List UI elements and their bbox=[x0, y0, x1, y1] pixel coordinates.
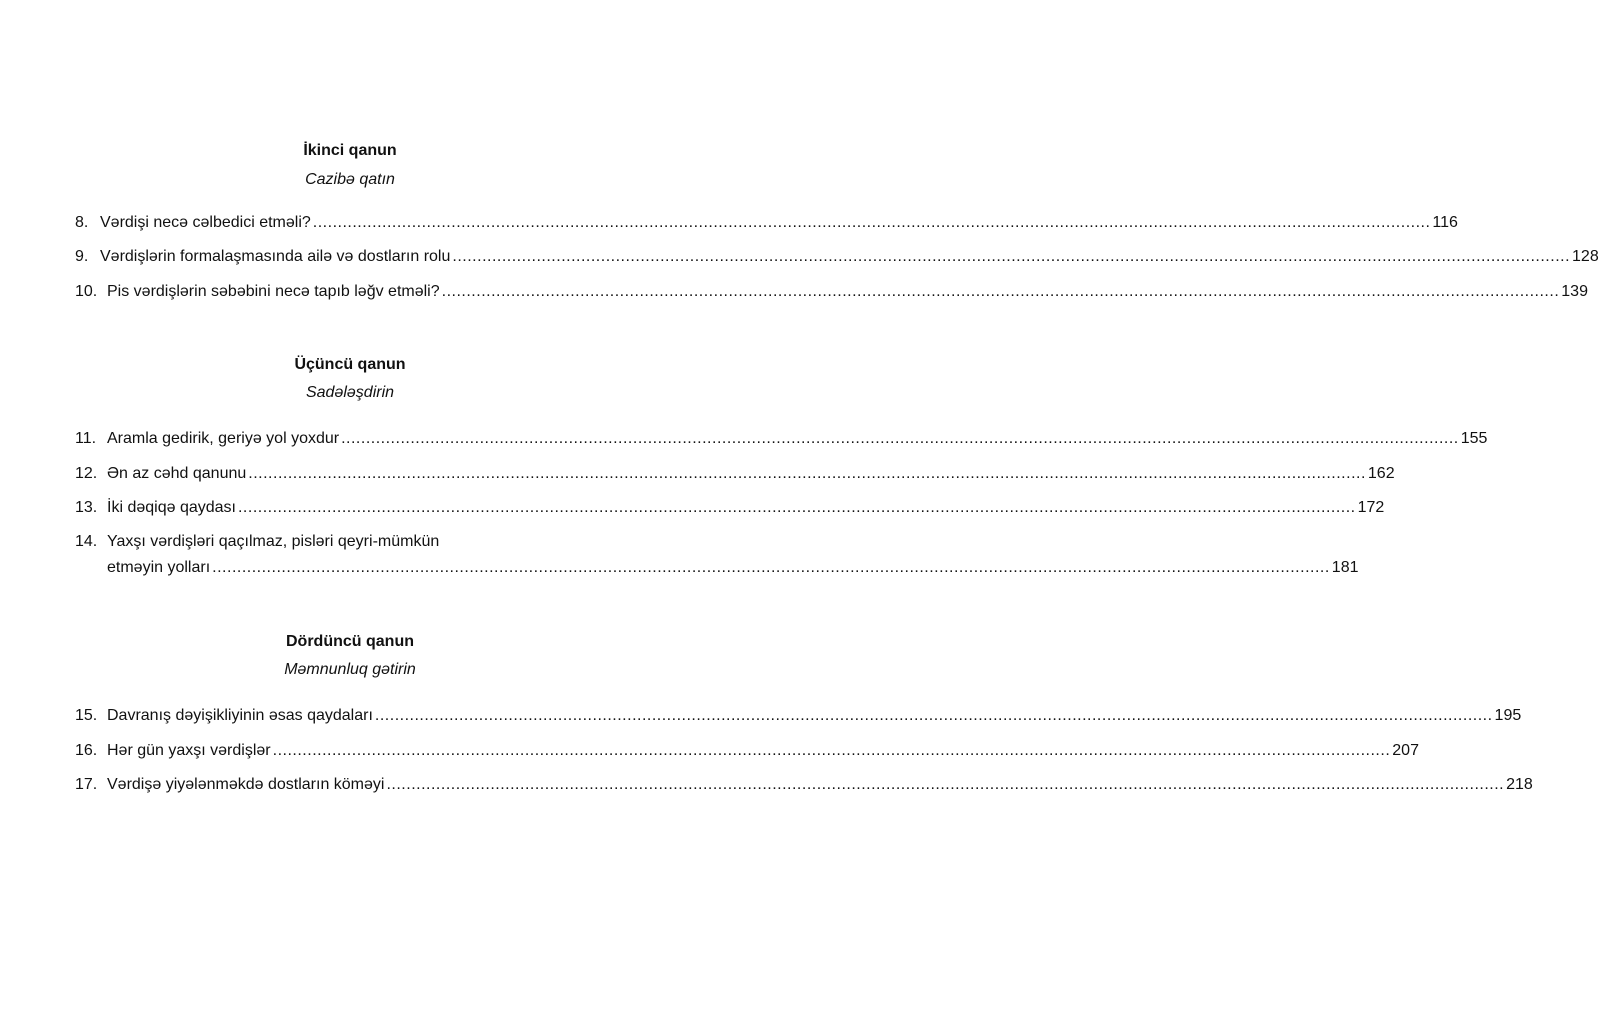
toc-leader-dots bbox=[313, 213, 1431, 233]
toc-entry-15[interactable] bbox=[75, 704, 1522, 726]
toc-entry-page: 218 bbox=[1506, 776, 1533, 793]
toc-entry-number: 16. bbox=[75, 742, 98, 759]
toc-leader-dots bbox=[273, 741, 1391, 761]
toc-leader-dots bbox=[341, 429, 1459, 449]
toc-entry-page: 128 bbox=[1572, 248, 1599, 265]
toc-entry-number: 13. bbox=[75, 499, 98, 516]
toc-entry-title-continued: etməyin yolları bbox=[107, 559, 211, 576]
toc-entry-line2 bbox=[107, 556, 1359, 578]
toc-entry-title: Yaxşı vərdişləri qaçılmaz, pisləri qeyri-mümkün bbox=[107, 533, 440, 550]
toc-entry-8[interactable] bbox=[75, 211, 1458, 233]
toc-entry-number: 14. bbox=[75, 533, 98, 550]
toc-leader-dots bbox=[375, 706, 1493, 726]
toc-entry-number: 17. bbox=[75, 776, 98, 793]
toc-leader-dots bbox=[452, 247, 1570, 267]
toc-entry-title: Hər gün yaxşı vərdişlər bbox=[107, 742, 271, 759]
toc-entry-page: 181 bbox=[1331, 559, 1359, 576]
toc-entry-page: 172 bbox=[1357, 499, 1385, 516]
toc-leader-dots bbox=[442, 282, 1560, 302]
toc-entry-12[interactable] bbox=[75, 462, 1395, 484]
toc-entry-9[interactable] bbox=[75, 245, 1599, 267]
toc-entry-number: 15. bbox=[75, 707, 98, 724]
toc-entry-page: 155 bbox=[1460, 430, 1488, 447]
toc-entry-16[interactable] bbox=[75, 739, 1419, 761]
toc-entry-10[interactable] bbox=[75, 280, 1588, 302]
toc-entry-number: 12. bbox=[75, 465, 98, 482]
toc-entry-title: Davranış dəyişikliyinin əsas qaydaları bbox=[107, 707, 373, 724]
toc-entry-page: 116 bbox=[1432, 214, 1458, 231]
toc-entry-17[interactable] bbox=[75, 773, 1533, 795]
toc-entry-title: Pis vərdişlərin səbəbini necə tapıb ləğv etməli? bbox=[107, 283, 440, 300]
toc-entry-title: Ən az cəhd qanunu bbox=[107, 465, 247, 482]
toc-entry-title: Vərdişi necə cəlbedici etməli? bbox=[100, 214, 311, 231]
section-title: İkinci qanun bbox=[303, 142, 397, 159]
toc-entry-page: 162 bbox=[1367, 465, 1395, 482]
toc-entry-page: 139 bbox=[1561, 283, 1588, 300]
toc-entry-title: İki dəqiqə qaydası bbox=[107, 499, 236, 516]
section-subtitle: Məmnunluq gətirin bbox=[284, 661, 416, 678]
toc-leader-dots bbox=[248, 464, 1366, 484]
toc-entry-number: 11. bbox=[75, 430, 97, 447]
toc-entry-title: Vərdişlərin formalaşmasında ailə və dostların rolu bbox=[100, 248, 451, 265]
toc-entry-title: Aramla gedirik, geriyə yol yoxdur bbox=[107, 430, 340, 447]
toc-entry-page: 207 bbox=[1392, 742, 1419, 759]
toc-entry-number: 10. bbox=[75, 283, 98, 300]
section-title: Dördüncü qanun bbox=[286, 633, 414, 650]
section-title: Üçüncü qanun bbox=[294, 356, 406, 373]
toc-entry-11[interactable] bbox=[75, 427, 1488, 449]
section-subtitle: Sadələşdirin bbox=[305, 384, 395, 401]
toc-leader-dots bbox=[212, 558, 1330, 578]
toc-entry-line1 bbox=[75, 532, 613, 552]
section-subtitle: Cazibə qatın bbox=[305, 171, 395, 188]
toc-leader-dots bbox=[238, 498, 1356, 518]
toc-entry-page: 195 bbox=[1494, 707, 1522, 724]
toc-entry-title: Vərdişə yiyələnməkdə dostların köməyi bbox=[107, 776, 385, 793]
toc-entry-13[interactable] bbox=[75, 496, 1385, 518]
toc-entry-number: 8. bbox=[75, 214, 89, 231]
toc-leader-dots bbox=[386, 775, 1504, 795]
toc-entry-number: 9. bbox=[75, 248, 89, 265]
